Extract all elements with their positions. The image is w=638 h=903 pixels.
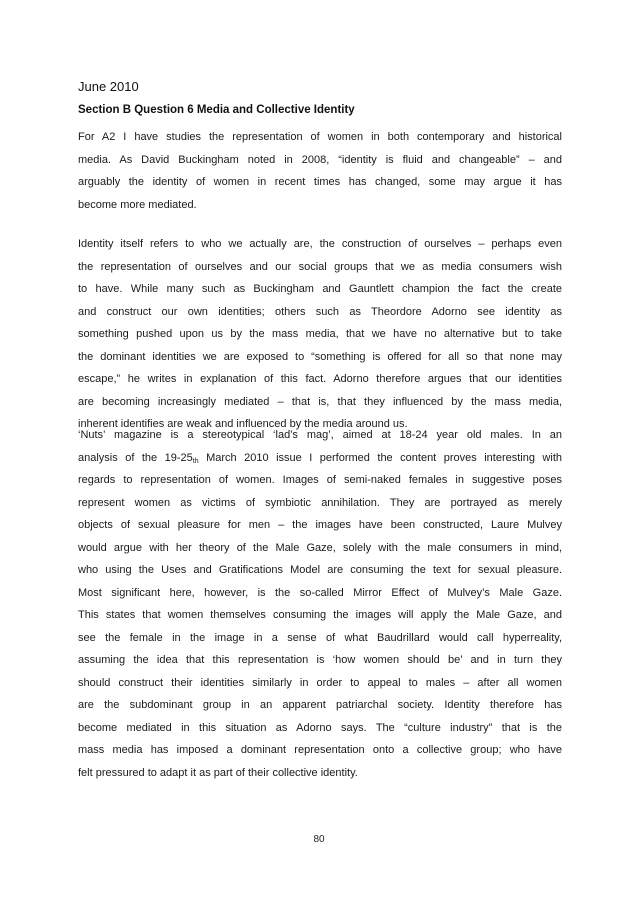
- text-line: the representation of ourselves and our social groups that we as media consumers wish: [78, 260, 562, 273]
- text-line: assuming the idea that this representation is ‘how women should be’ and in turn they: [78, 654, 562, 666]
- paragraph-1: [78, 126, 562, 216]
- text-segment: analysis of the 19-25: [78, 451, 193, 464]
- text-line: would argue with her theory of the Male Gaze, solely with the male consumers in mind,: [78, 541, 562, 554]
- text-line: inherent identifies are weak and influenced by the media around us.: [78, 418, 408, 430]
- text-line: who using the Uses and Gratifications Model are consuming the text for sexual pleasure.: [78, 564, 562, 576]
- text-segment: March 2010 issue I performed the content proves interesting with: [198, 451, 562, 464]
- document-date: June 2010: [78, 79, 139, 94]
- text-line: Most significant here, however, is the so-called Mirror Effect of Mulvey’s Male Gaze.: [78, 586, 562, 599]
- text-line: arguably the identity of women in recent times has changed, some may argue it has: [78, 176, 562, 188]
- text-line: and construct our own identities; others such as Theordore Adorno see identity as: [78, 305, 562, 318]
- text-line: should construct their identities similarly in order to appeal to males – after all women: [78, 676, 562, 689]
- text-line: For A2 I have studies the representation of women in both contemporary and historical: [78, 131, 562, 143]
- text-line: become more mediated.: [78, 198, 197, 211]
- section-heading: Section B Question 6 Media and Collective Identity: [78, 104, 355, 116]
- text-line: escape,” he writes in explanation of this fact. Adorno therefore argues that our identities: [78, 373, 562, 385]
- text-line: This states that women themselves consuming the images will apply the Male Gaze, and: [78, 609, 562, 621]
- text-line: the dominant identities we are exposed to “something is offered for all so that none may: [78, 350, 562, 363]
- page-number: 80: [313, 834, 325, 845]
- text-line: become mediated in this situation as Adorno says. The “culture industry” that is the: [78, 721, 562, 734]
- text-line: are the subdominant group in an apparent patriarchal society. Identity therefore has: [78, 699, 562, 711]
- text-line: regards to representation of women. Images of semi-naked females in suggestive poses: [78, 474, 562, 486]
- paragraph-2: [78, 233, 562, 436]
- text-line: objects of sexual pleasure for men – the images have been constructed, Laure Mulvey: [78, 519, 562, 531]
- text-line: Identity itself refers to who we actually are, the construction of ourselves – perhaps even: [78, 238, 562, 250]
- text-line: mass media has imposed a dominant representation onto a collective group; who have: [78, 744, 562, 756]
- text-line: represent women as victims of symbiotic annihilation. They are portrayed as merely: [78, 496, 562, 509]
- paragraph-3: [78, 424, 562, 784]
- text-line: see the female in the image in a sense of what Baudrillard would call hyperreality,: [78, 631, 562, 644]
- text-line: media. As David Buckingham noted in 2008, “identity is fluid and changeable” – and: [78, 153, 562, 166]
- text-line: to have. While many such as Buckingham and Gauntlett champion the fact the create: [78, 283, 562, 295]
- text-line: felt pressured to adapt it as part of their collective identity.: [78, 766, 358, 779]
- text-line: ‘Nuts’ magazine is a stereotypical ‘lad’s mag’, aimed at 18-24 year old males. In an: [78, 429, 562, 441]
- ordinal-suffix: th: [192, 457, 199, 465]
- text-line: [78, 447, 562, 470]
- text-line: something pushed upon us by the mass media, that we have no alternative but to take: [78, 328, 562, 340]
- text-line: are becoming increasingly mediated – that is, that they influenced by the mass media,: [78, 395, 562, 408]
